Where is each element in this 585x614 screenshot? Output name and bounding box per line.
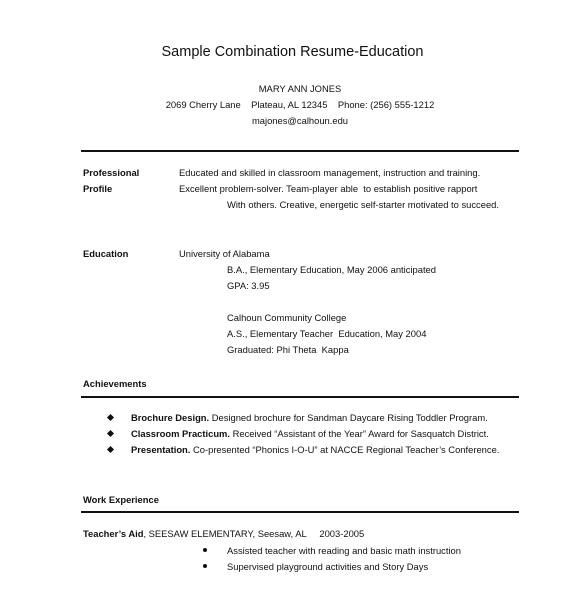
contact-address: 2069 Cherry Lane Plateau, AL 12345 Phone: (256) 555-1212	[165, 99, 435, 110]
achievement-title: Brochure Design.	[131, 412, 210, 423]
education-school: Calhoun Community College	[227, 312, 347, 323]
education-heading: Education	[83, 248, 129, 259]
profile-line: With others. Creative, energetic self-starter motivated to succeed.	[227, 199, 499, 210]
achievement-text: Co-presented “Phonics I-O-U” at NACCE Regional Teacher’s Conference.	[190, 444, 500, 455]
job-bullet: Assisted teacher with reading and basic math instruction	[227, 545, 461, 556]
job-title: Teacher’s Aid	[83, 528, 144, 539]
profile-heading-line1: Professional	[83, 167, 140, 178]
job-entry	[83, 528, 364, 539]
diamond-bullet-icon	[107, 414, 114, 421]
achievement-text: Designed brochure for Sandman Daycare Rising Toddler Program.	[209, 412, 488, 423]
achievement-item	[131, 412, 488, 423]
education-honor: Graduated: Phi Theta Kappa	[227, 344, 349, 355]
diamond-bullet-icon	[107, 430, 114, 437]
page-title: Sample Combination Resume-Education	[161, 44, 424, 60]
achievement-item	[131, 444, 499, 455]
job-details: , SEESAW ELEMENTARY, Seesaw, AL 2003-2005	[143, 528, 365, 539]
bullet-dot-icon	[203, 564, 207, 568]
divider-achievements	[81, 396, 519, 398]
job-bullet: Supervised playground activities and Story Days	[227, 561, 429, 572]
profile-line: Educated and skilled in classroom management, instruction and training.	[179, 167, 481, 178]
achievement-title: Classroom Practicum.	[131, 428, 230, 439]
contact-email: majones@calhoun.edu	[251, 115, 349, 126]
applicant-name: MARY ANN JONES	[258, 83, 342, 94]
achievement-title: Presentation.	[131, 444, 191, 455]
profile-line: Excellent problem-solver. Team-player able to establish positive rapport	[179, 183, 478, 194]
diamond-bullet-icon	[107, 446, 114, 453]
achievements-heading: Achievements	[83, 378, 147, 389]
education-degree: B.A., Elementary Education, May 2006 anticipated	[227, 264, 436, 275]
achievement-item	[131, 428, 489, 439]
profile-heading-line2: Profile	[83, 183, 113, 194]
divider-work	[81, 511, 519, 513]
education-degree: A.S., Elementary Teacher Education, May 2004	[227, 328, 427, 339]
achievement-text: Received “Assistant of the Year” Award for Sasquatch District.	[230, 428, 489, 439]
education-school: University of Alabama	[179, 248, 270, 259]
education-gpa: GPA: 3.95	[227, 280, 270, 291]
work-heading: Work Experience	[83, 494, 159, 505]
divider-top	[81, 150, 519, 152]
bullet-dot-icon	[203, 548, 207, 552]
